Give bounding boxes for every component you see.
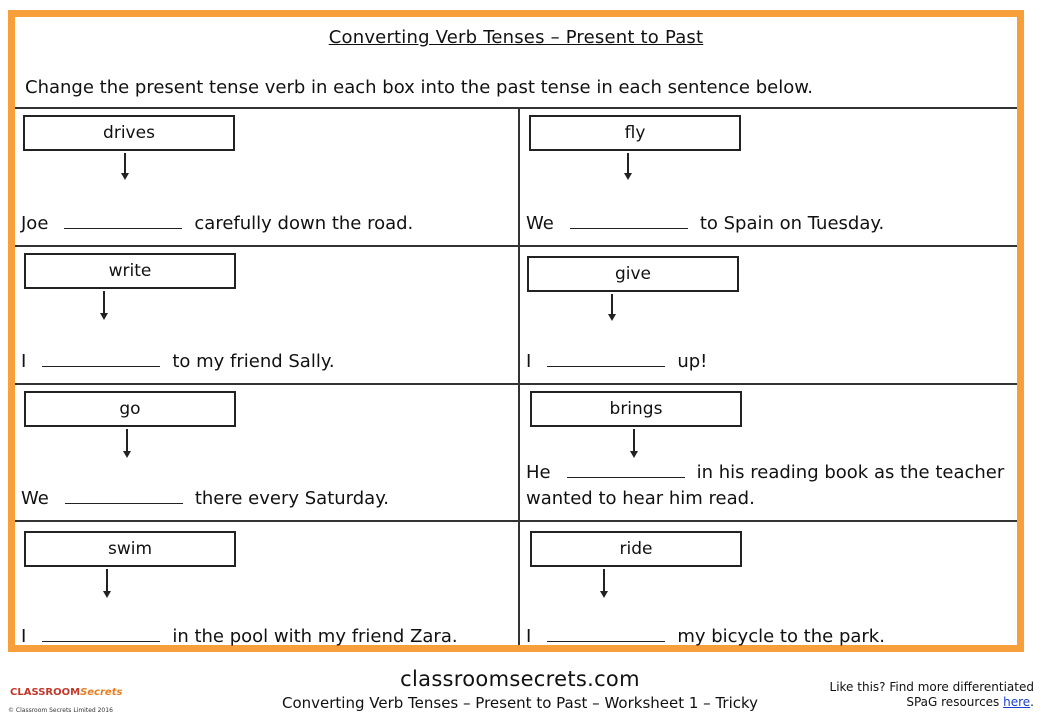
promo-text: Like this? Find more differentiated SPaG resources here.	[829, 680, 1034, 709]
resources-link[interactable]: here	[1003, 695, 1031, 709]
verb-box: give	[527, 256, 739, 292]
site-name: classroomsecrets.com	[400, 667, 640, 691]
answer-blank[interactable]	[42, 625, 160, 642]
exercise-cell	[520, 385, 1020, 522]
verb-box: swim	[24, 531, 236, 567]
worksheet-title: Converting Verb Tenses – Present to Past	[328, 27, 704, 48]
verb-box: go	[24, 391, 236, 427]
exercise-cell	[15, 385, 515, 522]
verb-box: write	[24, 253, 236, 289]
answer-blank[interactable]	[547, 625, 665, 642]
sentence: We to Spain on Tuesday.	[526, 213, 885, 234]
verb-box: ride	[530, 531, 742, 567]
answer-blank[interactable]	[570, 212, 688, 229]
worksheet-subtitle: Converting Verb Tenses – Present to Past – Worksheet 1 – Tricky	[281, 694, 759, 712]
sentence: I to my friend Sally.	[21, 351, 335, 372]
answer-blank[interactable]	[42, 350, 160, 367]
verb-box: fly	[529, 115, 741, 151]
exercise-cell	[520, 247, 1020, 384]
exercise-cell	[15, 247, 515, 384]
worksheet-frame	[8, 10, 1024, 652]
answer-blank[interactable]	[64, 212, 182, 229]
sentence: I my bicycle to the park.	[526, 626, 885, 647]
sentence: Joe carefully down the road.	[21, 213, 414, 234]
answer-blank[interactable]	[547, 350, 665, 367]
answer-blank[interactable]	[567, 461, 685, 478]
exercise-cell	[520, 109, 1020, 246]
classroom-secrets-logo: CLASSROOMSecrets	[10, 687, 123, 698]
sentence: We there every Saturday.	[21, 488, 390, 509]
sentence: He in his reading book as the teacher wanted to hear him read.	[526, 462, 1005, 509]
instruction-text: Change the present tense verb in each box into the past tense in each sentence below.	[25, 77, 814, 98]
exercise-cell	[15, 522, 515, 659]
exercise-cell	[520, 522, 1020, 659]
sentence: I in the pool with my friend Zara.	[21, 626, 458, 647]
exercise-cell	[15, 109, 515, 246]
answer-blank[interactable]	[65, 487, 183, 504]
verb-box: drives	[23, 115, 235, 151]
verb-box: brings	[530, 391, 742, 427]
sentence: I up!	[526, 351, 708, 372]
copyright: © Classroom Secrets Limited 2016	[8, 707, 113, 714]
